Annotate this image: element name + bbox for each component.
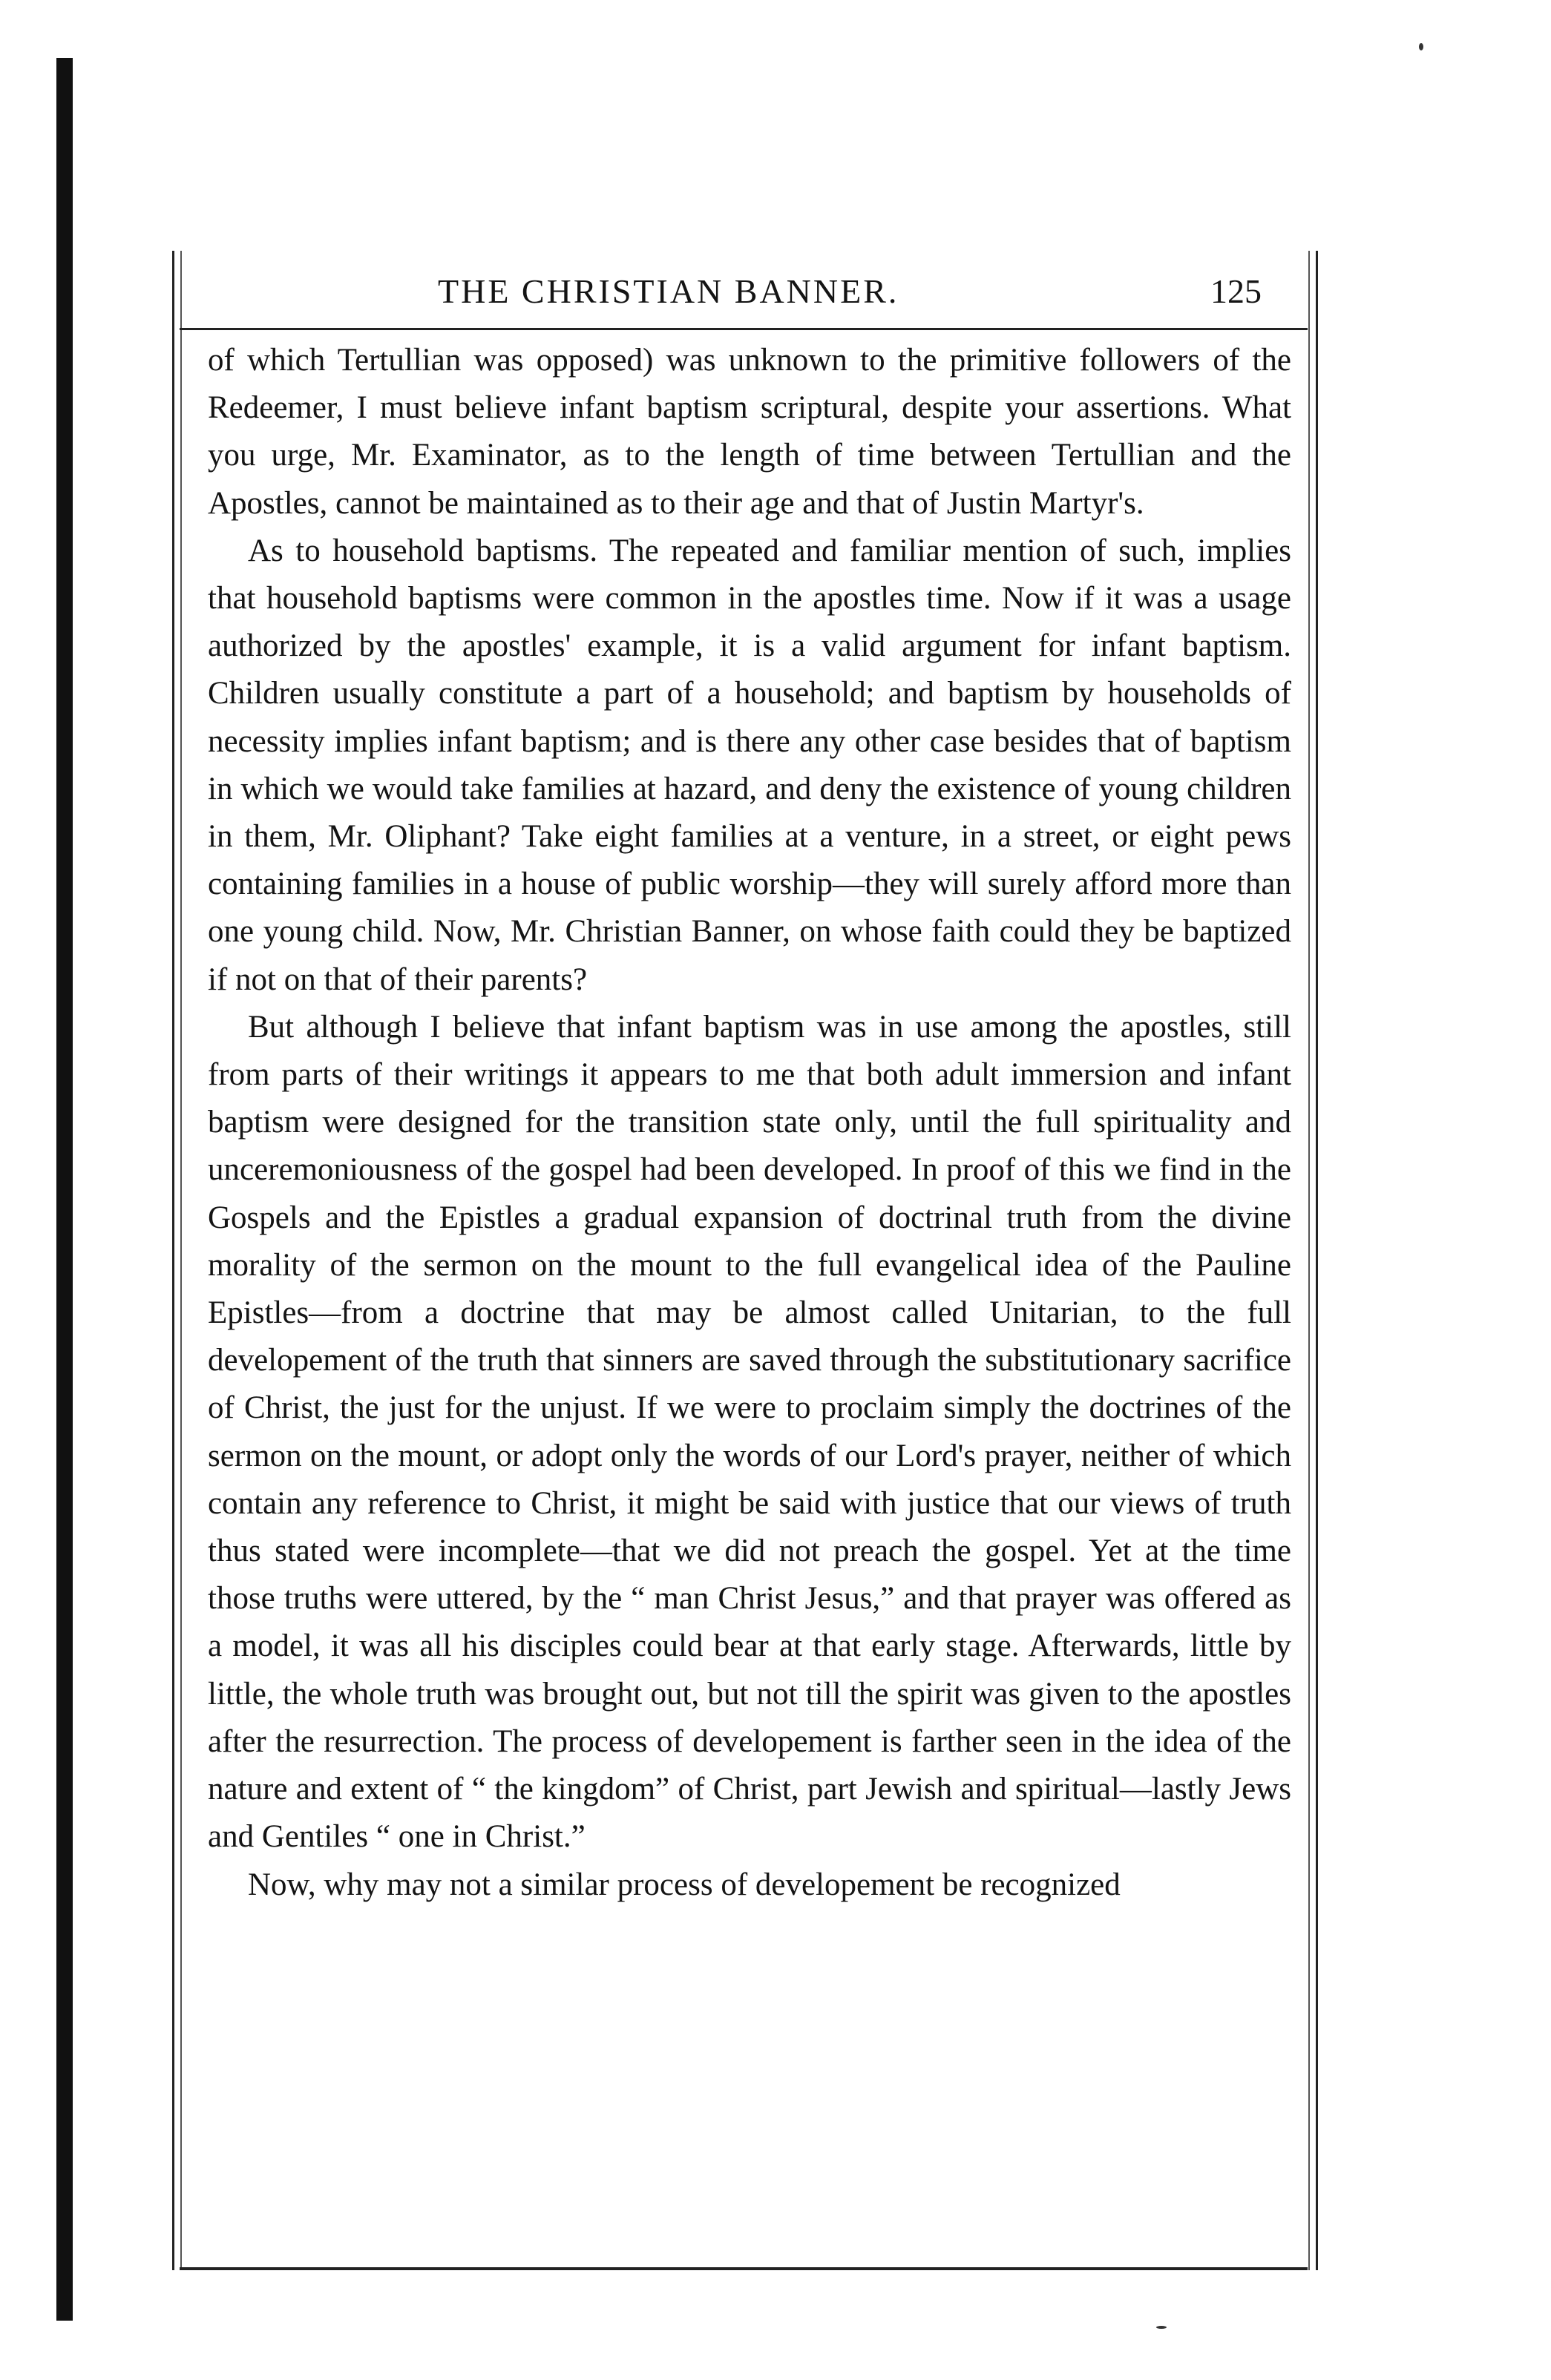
frame-inner-left-rule — [180, 251, 182, 2270]
frame-inner-right-rule — [1308, 251, 1310, 2270]
ink-speck — [1419, 43, 1423, 50]
header-rule — [180, 328, 1308, 330]
body-text — [208, 337, 1291, 1909]
paragraph-final: Now, why may not a similar process of developement be recognized — [248, 1867, 1121, 1902]
page-number: 125 — [1210, 272, 1262, 310]
binding-edge — [56, 58, 73, 2321]
paragraph-developement: But although I believe that infant baptism was in use among the apostles, still from parts of their writings it appears to me that both adult immersion and infant baptism were designed for the transition state only, until the full spirituality and unceremoniousness of the gospel had been developed. In proof of this we find in the Gospels and the Epistles a gradual expansion of doctrinal truth from the divine morality of the sermon on the mount to the full evangelical idea of the Pauline Epistles—from a doctrine that may be almost called Unitarian, to the full developement of the truth that sinners are saved through the substitutionary sacrifice of Christ, the just for the unjust. If we were to proclaim simply the doctrines of the sermon on the mount, or adopt only the words of our Lord's prayer, neither of which contain any reference to Christ, it might be said with justice that our views of truth thus stated were incomplete—that we did not preach the gospel. Yet at the time those truths were uttered, by the “ man Christ Jesus,” and that prayer was offered as a model, it was all his disciples could bear at that early stage. Afterwards, little by little, the whole truth was brought out, but not till the spirit was given to the apostles after the resurrection. The process of developement is farther seen in the idea of the nature and extent of “ the kingdom” of Christ, part Jewish and spiritual—lastly Jews and Gentiles “ one in Christ.” — [208, 1009, 1291, 1855]
footer-rule — [180, 2267, 1308, 2270]
page-header — [223, 267, 1291, 319]
paragraph-household-baptisms: As to household baptisms. The repeated and familiar mention of such, implies that household baptisms were common in the apostles time. Now if it was a usage authorized by the apostles' example, it is a valid argument for infant baptism. Children usually constitute a part of a household; and baptism by households of necessity implies infant baptism; and is there any other case besides that of baptism in which we would take families at hazard, and deny the existence of young children in them, Mr. Oliphant? Take eight families at a venture, in a street, or eight pews containing families in a house of public worship—they will surely afford more than one young child. Now, Mr. Christian Banner, on whose faith could they be baptized if not on that of their parents? — [208, 533, 1291, 997]
paragraph-continued: of which Tertullian was opposed) was unknown to the primitive followers of the Redeemer, I must believe infant baptism scriptural, despite your assertions. What you urge, Mr. Examinator, as to the length of time between Tertullian and the Apostles, cannot be maintained as to their age and that of Justin Martyr's. — [208, 343, 1291, 521]
running-title: THE CHRISTIAN BANNER. — [438, 272, 899, 310]
ink-speck — [1156, 2326, 1167, 2329]
